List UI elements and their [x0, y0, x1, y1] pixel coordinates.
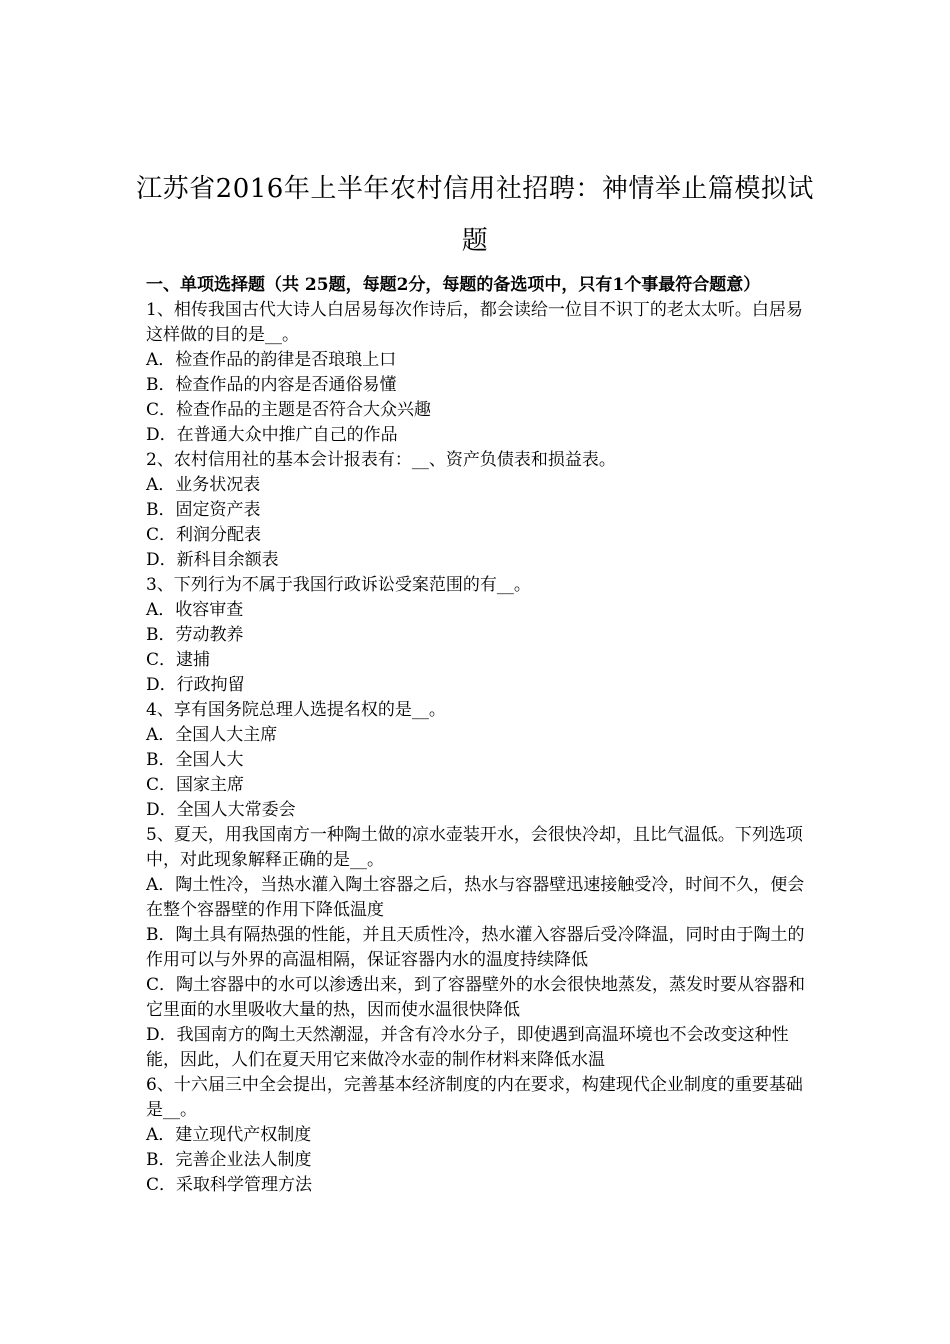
option-a: A．全国人大主席 [146, 725, 278, 745]
option-c: C．逮捕 [146, 650, 211, 670]
option-d: D．在普通大众中推广自己的作品 [146, 425, 398, 445]
question-6 [146, 1073, 816, 1198]
option-b: B．全国人大 [146, 750, 244, 770]
option-a: A．建立现代产权制度 [146, 1125, 312, 1145]
option-c: C．采取科学管理方法 [146, 1175, 313, 1195]
option-a: A．陶土性冷，当热水灌入陶土容器之后，热水与容器壁迅速接触受冷，时间不久，便会在整个容器壁的作用下降低温度 [146, 875, 805, 920]
option-d: D．行政拘留 [146, 675, 245, 695]
question-stem: 3、下列行为不属于我国行政诉讼受案范围的有__。 [146, 575, 531, 595]
option-a: A．业务状况表 [146, 475, 261, 495]
option-b: B．检查作品的内容是否通俗易懂 [146, 375, 397, 395]
option-a: A．收容审查 [146, 600, 244, 620]
option-b: B．完善企业法人制度 [146, 1150, 312, 1170]
question-3 [146, 573, 816, 698]
question-stem: 1、相传我国古代大诗人白居易每次作诗后，都会读给一位目不识丁的老太太听。白居易这样做的目的是__。 [146, 300, 803, 345]
option-c: C．检查作品的主题是否符合大众兴趣 [146, 400, 432, 420]
option-c: C．陶土容器中的水可以渗透出来，到了容器壁外的水会很快地蒸发，蒸发时要从容器和它里面的水里吸收大量的热，因而使水温很快降低 [146, 975, 806, 1020]
option-b: B．陶土具有隔热强的性能，并且天质性冷，热水灌入容器后受冷降温，同时由于陶土的作用可以与外界的高温相隔，保证容器内水的温度持续降低 [146, 925, 805, 970]
question-stem: 4、享有国务院总理人选提名权的是__。 [146, 700, 446, 720]
question-1 [146, 298, 816, 448]
question-2 [146, 448, 816, 573]
option-d: D．全国人大常委会 [146, 800, 296, 820]
question-stem: 5、夏天，用我国南方一种陶土做的凉水壶装开水，会很快冷却，且比气温低。下列选项中，对此现象解释正确的是__。 [146, 825, 803, 870]
question-stem: 6、十六届三中全会提出，完善基本经济制度的内在要求，构建现代企业制度的重要基础是__。 [146, 1075, 803, 1120]
option-c: C．国家主席 [146, 775, 245, 795]
option-d: D．新科目余额表 [146, 550, 279, 570]
option-c: C．利润分配表 [146, 525, 262, 545]
option-a: A．检查作品的韵律是否琅琅上口 [146, 350, 397, 370]
option-b: B．劳动教养 [146, 625, 244, 645]
question-5 [146, 823, 816, 1073]
section-heading: 一、单项选择题（共 25题，每题2分，每题的备选项中，只有1个事最符合题意） [146, 275, 761, 295]
option-b: B．固定资产表 [146, 500, 261, 520]
document-body [146, 273, 816, 1198]
question-stem: 2、农村信用社的基本会计报表有：__、资产负债表和损益表。 [146, 450, 616, 470]
option-d: D．我国南方的陶土天然潮湿，并含有冷水分子，即使遇到高温环境也不会改变这种性能，因此，人们在夏天用它来做冷水壶的制作材料来降低水温 [146, 1025, 789, 1070]
question-4 [146, 698, 816, 823]
document-title: 江苏省2016年上半年农村信用社招聘：神情举止篇模拟试题 [136, 174, 814, 257]
